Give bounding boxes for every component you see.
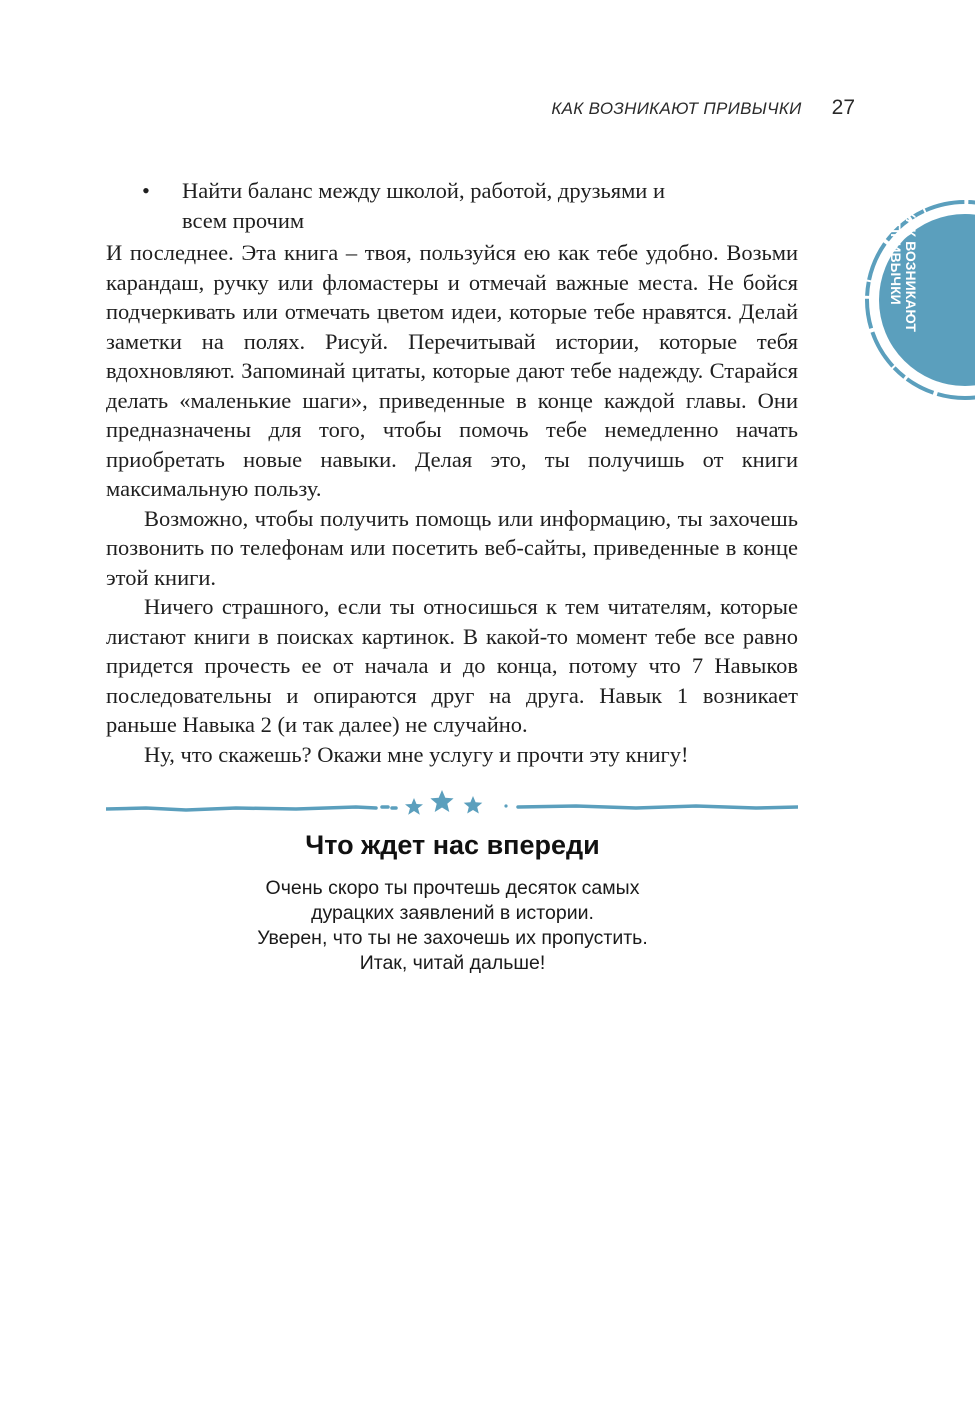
bullet-marker: • — [142, 178, 150, 203]
side-tab-label-line1: КАК ВОЗНИКАЮТ — [903, 210, 919, 332]
section-line-2: дурацких заявлений в истории. — [311, 902, 594, 924]
star-icon — [430, 790, 453, 812]
page-number: 27 — [831, 96, 855, 119]
running-title: КАК ВОЗНИКАЮТ ПРИВЫЧКИ — [551, 99, 802, 118]
star-divider — [106, 786, 798, 826]
bullet-text: Найти баланс между школой, работой, друзьями и всем прочим — [182, 178, 666, 233]
paragraph-2: Возможно, чтобы получить помощь или информацию, ты захочешь позвонить по телефонам или посетить веб-сайты, приведенные в конце этой книги. — [106, 505, 798, 590]
main-text — [106, 176, 798, 769]
paragraph-3: Ничего страшного, если ты относишься к тем читателям, которые листают книги в поисках картинок. В какой-то момент тебе все равно придется прочесть ее от начала и до конца, потому что 7 Навыков последовательны и опираются друг на друга. Навык 1 возникает раньше Навыка 2 (и так далее) не случайно. — [106, 594, 798, 737]
section-line-1: Очень скоро ты прочтешь десяток самых — [265, 877, 640, 899]
side-tab-label — [888, 210, 918, 332]
paragraph-1: И последнее. Эта книга – твоя, пользуйся ею как тебе удобно. Возьми карандаш, ручку или фломастеры и отмечай важные места. Не бойся подчеркивать или отмечать цветом идеи, которые тебе нравятся. Делай заметки на полях. Рисуй. Перечитывай истории, которые тебя вдохновляют. Запоминай цитаты, которые дают тебе надежду. Старайся делать «маленькие шаги», приведенные в конце каждой главы. Они предназначены для того, чтобы помочь тебе немедленно начать приобретать новые навыки. Делая это, ты получишь от книги максимальную пользу. — [106, 240, 798, 501]
section-line-4: Итак, читай дальше! — [359, 952, 546, 974]
section-heading: Что ждет нас впереди — [305, 830, 600, 860]
side-tab-label-line2: ПРИВЫЧКИ — [888, 223, 904, 305]
running-header — [551, 96, 855, 120]
paragraph-4: Ну, что скажешь? Окажи мне услугу и прочти эту книгу! — [144, 741, 689, 767]
star-divider-graphic — [106, 786, 798, 826]
star-icon — [405, 798, 423, 815]
chapter-side-tab — [840, 200, 975, 400]
section-body — [0, 876, 905, 976]
bullet-item — [106, 176, 798, 235]
star-icon — [464, 796, 483, 814]
section-line-3: Уверен, что ты не захочешь их пропустить. — [257, 927, 648, 949]
